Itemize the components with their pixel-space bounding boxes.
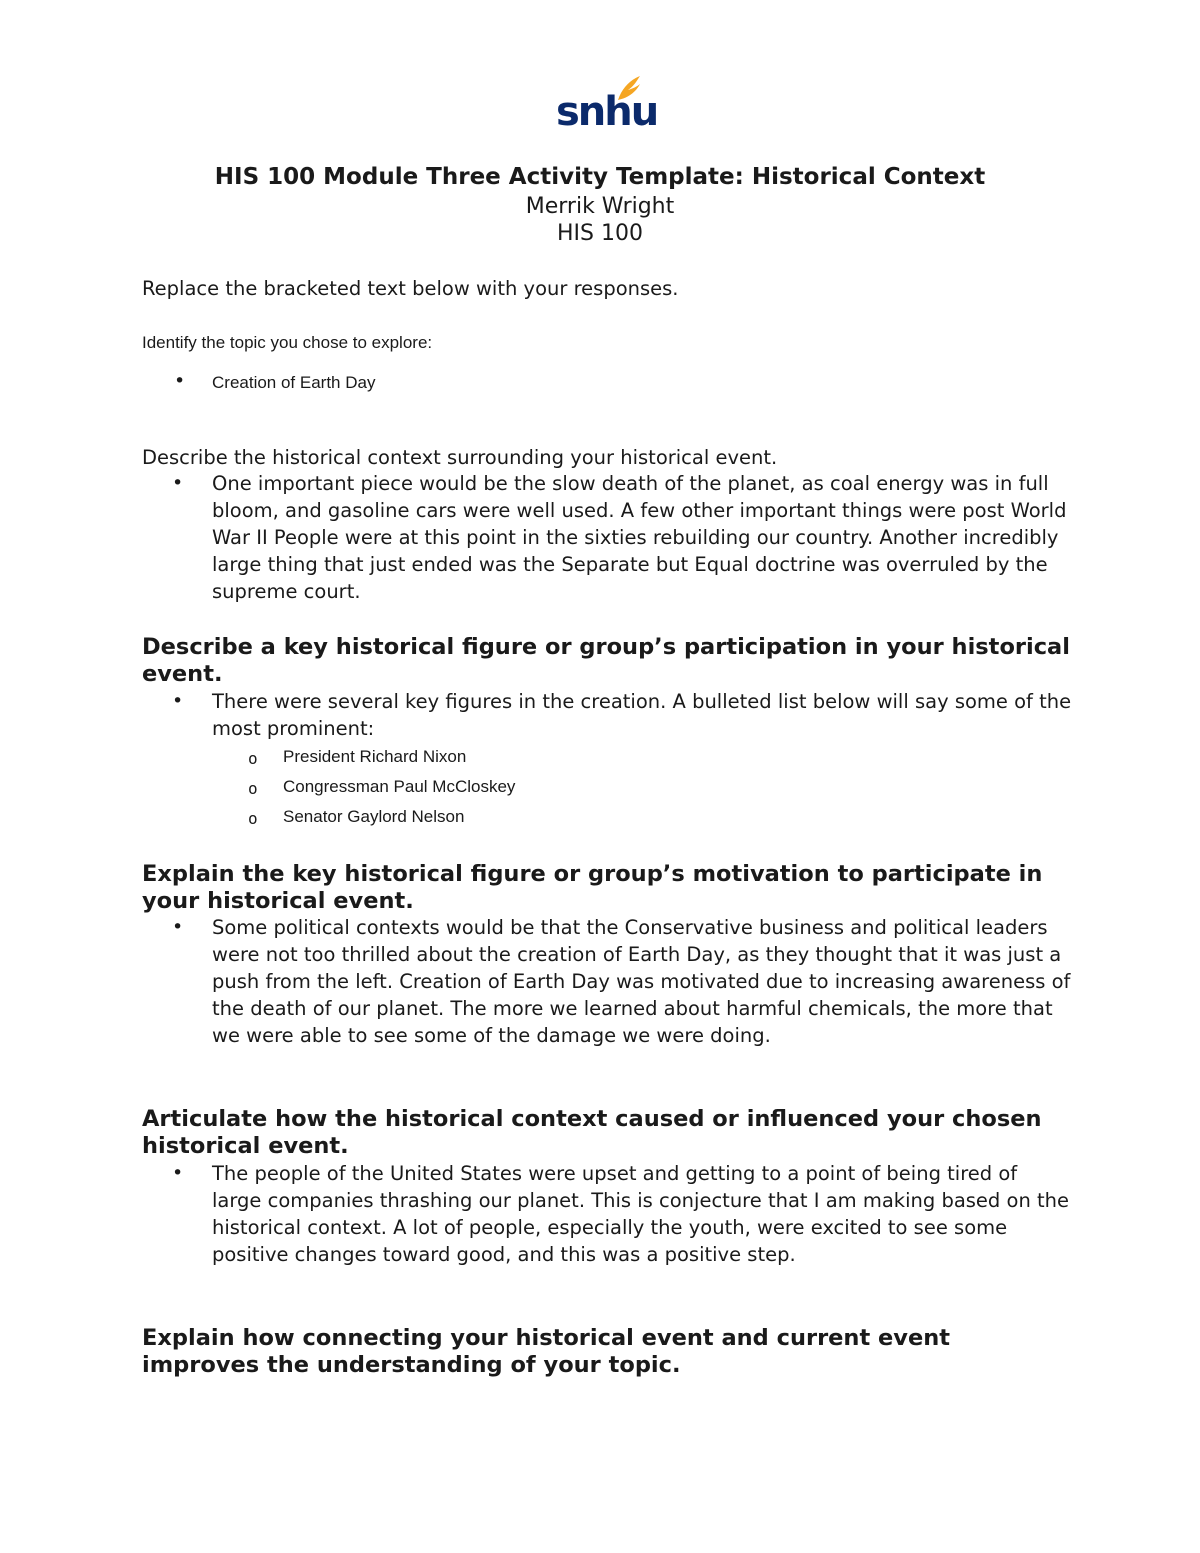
connection-heading: Explain how connecting your historical event and current event improves the understanding of your topic. — [142, 1325, 950, 1378]
snhu-logo — [556, 74, 658, 135]
context-prompt: Describe the historical context surrounding your historical event. — [142, 446, 778, 469]
influence-heading: Articulate how the historical context caused or influenced your chosen historical event. — [142, 1106, 1042, 1159]
topic-answer: Creation of Earth Day — [212, 373, 376, 392]
influence-answer: • The people of the United States were upset and getting to a point of being tired of large companies thrashing our planet. This is conjecture that I am making based on the historical context. A lot of people, especially the youth, were excited to see some positive changes toward good, and this was a positive step. — [172, 1160, 1072, 1268]
influence-answer-list — [172, 1160, 1072, 1268]
page-title: HIS 100 Module Three Activity Template: Historical Context — [214, 164, 986, 190]
instructions-text: Replace the bracketed text below with your responses. — [142, 277, 679, 300]
author-name: Merrik Wright — [525, 194, 675, 219]
list-item: o President Richard Nixon — [248, 746, 515, 776]
list-item: o Senator Gaylord Nelson — [248, 806, 515, 836]
bullet-icon: • — [174, 370, 186, 392]
people-list — [248, 746, 515, 836]
logo-wordmark: snhu — [556, 89, 658, 135]
list-item: o Congressman Paul McCloskey — [248, 776, 515, 806]
course-code: HIS 100 — [557, 221, 643, 246]
figure-answer-list — [172, 688, 1072, 742]
figure-answer: • There were several key figures in the creation. A bulleted list below will say some of the most prominent: — [172, 688, 1072, 742]
context-answer-list — [172, 470, 1072, 605]
figure-heading: Describe a key historical figure or group’s participation in your historical event. — [142, 634, 1070, 687]
motivation-answer-list — [172, 914, 1072, 1049]
motivation-heading: Explain the key historical figure or group’s motivation to participate in your historical event. — [142, 861, 1043, 914]
topic-prompt: Identify the topic you chose to explore: — [142, 333, 433, 352]
motivation-answer: • Some political contexts would be that the Conservative business and political leaders were not too thrilled about the creation of Earth Day, as they thought that it was just a push from the left. Creation of Earth Day was motivated due to increasing awareness of the death of our planet. The more we learned about harmful chemicals, the more that we were able to see some of the damage we were doing. — [172, 914, 1072, 1049]
context-answer: • One important piece would be the slow death of the planet, as coal energy was in full bloom, and gasoline cars were well used. A few other important things were post World War II People were at this point in the sixties rebuilding our country. Another incredibly large thing that just ended was the Separate but Equal doctrine was overruled by the supreme court. — [172, 470, 1072, 605]
